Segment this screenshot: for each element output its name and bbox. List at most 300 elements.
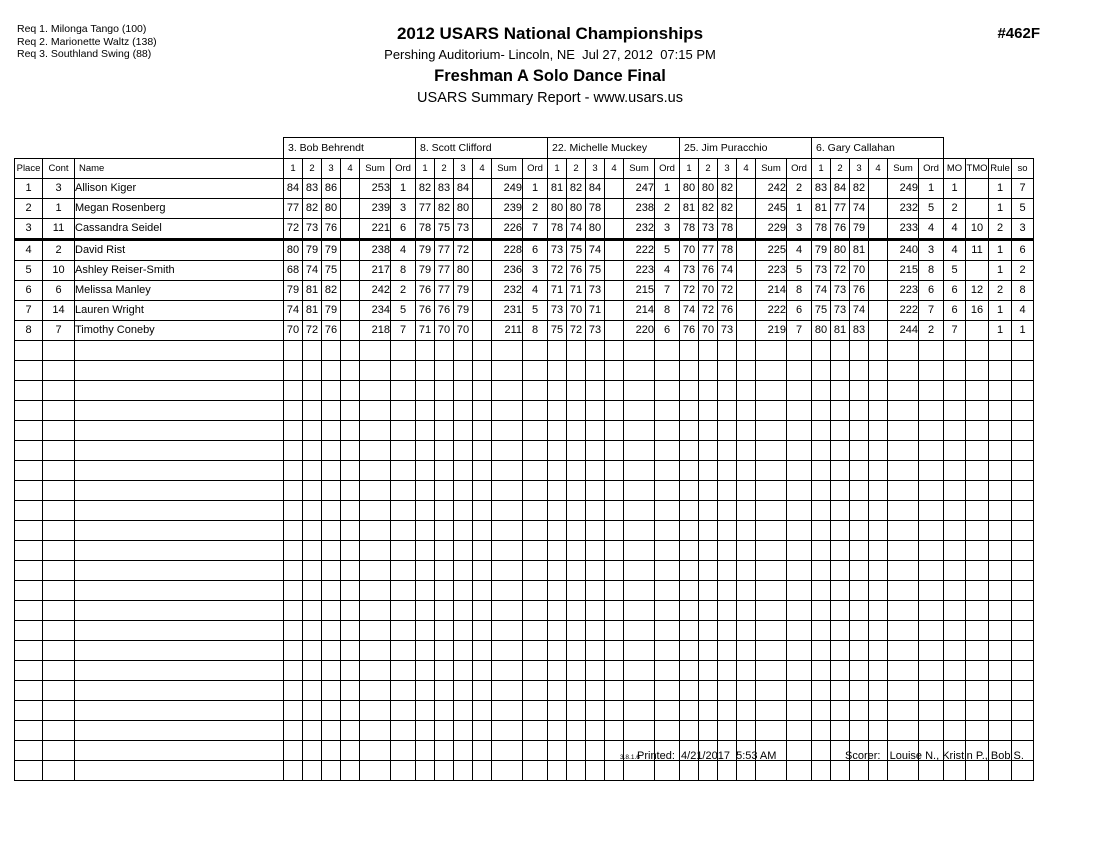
cont-cell — [43, 761, 75, 781]
ord-cell-j2 — [523, 741, 548, 761]
sum-cell-j3 — [624, 581, 655, 601]
score-cell-j3-d4 — [605, 441, 624, 461]
score-cell-j1-d3 — [322, 601, 341, 621]
score-cell-j5-d4 — [869, 601, 888, 621]
rule-cell — [989, 381, 1012, 401]
score-cell-j2-d3 — [454, 501, 473, 521]
score-cell-j5-d4 — [869, 461, 888, 481]
score-cell-j3-d3 — [586, 361, 605, 381]
event-title: Freshman A Solo Dance Final — [434, 67, 666, 85]
sum-cell-j3 — [624, 721, 655, 741]
ord-cell-j1 — [391, 681, 416, 701]
so-cell — [1012, 581, 1034, 601]
col-header-judge5-2: 2 — [831, 159, 850, 179]
col-header-judge4-ord: Ord — [787, 159, 812, 179]
score-cell-j5-d1: 80 — [812, 321, 831, 341]
judge-row-left-spacer — [15, 138, 284, 159]
score-cell-j4-d1 — [680, 761, 699, 781]
score-cell-j4-d3 — [718, 441, 737, 461]
score-cell-j2-d1 — [416, 761, 435, 781]
score-cell-j1-d2 — [303, 421, 322, 441]
score-cell-j4-d4 — [737, 361, 756, 381]
score-cell-j4-d4 — [737, 219, 756, 240]
name-cell — [75, 341, 284, 361]
ord-cell-j2 — [523, 381, 548, 401]
score-cell-j4-d2 — [699, 521, 718, 541]
score-cell-j4-d2 — [699, 441, 718, 461]
rule-cell — [989, 721, 1012, 741]
score-cell-j5-d2: 76 — [831, 219, 850, 240]
place-cell: 6 — [15, 281, 43, 301]
score-cell-j2-d3: 79 — [454, 301, 473, 321]
score-cell-j2-d1 — [416, 661, 435, 681]
name-cell: David Rist — [75, 240, 284, 261]
score-cell-j5-d1 — [812, 421, 831, 441]
score-cell-j3-d2: 72 — [567, 321, 586, 341]
ord-cell-j3 — [655, 441, 680, 461]
score-cell-j2-d3 — [454, 641, 473, 661]
score-cell-j5-d1 — [812, 741, 831, 761]
ord-cell-j5 — [919, 641, 944, 661]
score-cell-j4-d3: 82 — [718, 179, 737, 199]
score-cell-j5-d2 — [831, 601, 850, 621]
score-cell-j1-d1 — [284, 481, 303, 501]
score-cell-j4-d1: 72 — [680, 281, 699, 301]
score-cell-j5-d4 — [869, 761, 888, 781]
cont-cell — [43, 621, 75, 641]
score-cell-j1-d3 — [322, 581, 341, 601]
empty-row — [15, 441, 1034, 461]
score-cell-j2-d2 — [435, 361, 454, 381]
cont-cell — [43, 561, 75, 581]
score-cell-j3-d2 — [567, 421, 586, 441]
score-cell-j5-d3 — [850, 601, 869, 621]
score-cell-j3-d2 — [567, 621, 586, 641]
score-cell-j1-d4 — [341, 301, 360, 321]
cont-cell: 2 — [43, 240, 75, 261]
ord-cell-j5 — [919, 761, 944, 781]
rule-cell — [989, 421, 1012, 441]
cont-cell — [43, 381, 75, 401]
score-cell-j1-d3: 79 — [322, 240, 341, 261]
sum-cell-j1 — [360, 541, 391, 561]
score-cell-j3-d3 — [586, 661, 605, 681]
score-cell-j5-d2 — [831, 661, 850, 681]
col-header-tmo: TMO — [966, 159, 989, 179]
score-cell-j5-d4 — [869, 701, 888, 721]
so-cell — [1012, 441, 1034, 461]
score-cell-j1-d2 — [303, 721, 322, 741]
score-cell-j2-d1: 76 — [416, 281, 435, 301]
rule-cell — [989, 761, 1012, 781]
so-cell: 6 — [1012, 240, 1034, 261]
score-cell-j1-d2 — [303, 441, 322, 461]
competitor-row — [15, 219, 1034, 240]
sum-cell-j4 — [756, 701, 787, 721]
competitor-row — [15, 261, 1034, 281]
score-cell-j3-d1 — [548, 381, 567, 401]
sum-cell-j4 — [756, 421, 787, 441]
score-cell-j2-d1 — [416, 561, 435, 581]
ord-cell-j1 — [391, 381, 416, 401]
score-cell-j1-d2 — [303, 341, 322, 361]
score-cell-j4-d1 — [680, 681, 699, 701]
cont-cell: 7 — [43, 321, 75, 341]
name-cell: Timothy Coneby — [75, 321, 284, 341]
score-cell-j4-d2 — [699, 581, 718, 601]
score-cell-j1-d2: 81 — [303, 281, 322, 301]
score-cell-j4-d1 — [680, 361, 699, 381]
score-cell-j3-d1: 72 — [548, 261, 567, 281]
empty-row — [15, 581, 1034, 601]
score-cell-j5-d2: 77 — [831, 199, 850, 219]
place-cell — [15, 521, 43, 541]
score-cell-j3-d1 — [548, 521, 567, 541]
sum-cell-j4 — [756, 501, 787, 521]
score-cell-j4-d1: 80 — [680, 179, 699, 199]
cont-cell: 10 — [43, 261, 75, 281]
score-cell-j4-d1 — [680, 601, 699, 621]
score-cell-j3-d2: 71 — [567, 281, 586, 301]
sum-cell-j1 — [360, 421, 391, 441]
name-cell: Cassandra Seidel — [75, 219, 284, 240]
score-cell-j4-d3: 72 — [718, 281, 737, 301]
col-header-judge3-2: 2 — [567, 159, 586, 179]
empty-row — [15, 501, 1034, 521]
score-cell-j1-d2 — [303, 621, 322, 641]
score-cell-j1-d3 — [322, 561, 341, 581]
sum-cell-j1: 217 — [360, 261, 391, 281]
ord-cell-j2: 4 — [523, 281, 548, 301]
empty-row — [15, 641, 1034, 661]
judge-name-3: 22. Michelle Muckey — [548, 138, 680, 159]
place-cell — [15, 741, 43, 761]
ord-cell-j1 — [391, 581, 416, 601]
score-cell-j1-d1 — [284, 621, 303, 641]
mo-cell: 6 — [944, 281, 966, 301]
score-cell-j1-d3 — [322, 501, 341, 521]
ord-cell-j2 — [523, 641, 548, 661]
score-cell-j2-d3 — [454, 761, 473, 781]
score-cell-j5-d2 — [831, 461, 850, 481]
score-cell-j3-d4 — [605, 301, 624, 321]
cont-cell: 11 — [43, 219, 75, 240]
ord-cell-j2 — [523, 361, 548, 381]
score-cell-j1-d1 — [284, 381, 303, 401]
ord-cell-j5: 4 — [919, 219, 944, 240]
tmo-cell — [966, 621, 989, 641]
cont-cell — [43, 481, 75, 501]
score-cell-j1-d4 — [341, 761, 360, 781]
score-cell-j5-d2: 72 — [831, 261, 850, 281]
so-cell — [1012, 461, 1034, 481]
ord-cell-j2 — [523, 521, 548, 541]
ord-cell-j4 — [787, 541, 812, 561]
score-cell-j4-d2 — [699, 601, 718, 621]
score-cell-j4-d2: 77 — [699, 240, 718, 261]
score-cell-j2-d4 — [473, 561, 492, 581]
score-cell-j5-d2 — [831, 641, 850, 661]
ord-cell-j1 — [391, 601, 416, 621]
cont-cell — [43, 461, 75, 481]
score-cell-j2-d3 — [454, 701, 473, 721]
score-cell-j5-d1: 79 — [812, 240, 831, 261]
score-cell-j2-d1 — [416, 381, 435, 401]
sum-cell-j1: 238 — [360, 240, 391, 261]
empty-row — [15, 461, 1034, 481]
ord-cell-j3 — [655, 361, 680, 381]
score-cell-j5-d3 — [850, 441, 869, 461]
score-cell-j1-d3 — [322, 641, 341, 661]
score-cell-j1-d3 — [322, 361, 341, 381]
sum-cell-j2 — [492, 741, 523, 761]
mo-cell — [944, 341, 966, 361]
cont-cell — [43, 721, 75, 741]
score-cell-j3-d2: 74 — [567, 219, 586, 240]
score-cell-j3-d4 — [605, 421, 624, 441]
score-cell-j4-d3: 78 — [718, 240, 737, 261]
ord-cell-j2 — [523, 701, 548, 721]
score-cell-j3-d2 — [567, 501, 586, 521]
score-cell-j4-d2 — [699, 721, 718, 741]
score-cell-j3-d1: 73 — [548, 240, 567, 261]
mo-cell — [944, 761, 966, 781]
sum-cell-j5: 232 — [888, 199, 919, 219]
empty-row — [15, 761, 1034, 781]
score-cell-j5-d2 — [831, 581, 850, 601]
tmo-cell — [966, 421, 989, 441]
score-cell-j1-d1: 70 — [284, 321, 303, 341]
score-cell-j2-d4 — [473, 199, 492, 219]
sum-cell-j2 — [492, 601, 523, 621]
mo-cell — [944, 561, 966, 581]
score-cell-j1-d2: 83 — [303, 179, 322, 199]
score-cell-j3-d3 — [586, 641, 605, 661]
name-cell — [75, 641, 284, 661]
score-cell-j4-d1 — [680, 401, 699, 421]
ord-cell-j1 — [391, 721, 416, 741]
score-cell-j1-d2 — [303, 481, 322, 501]
score-cell-j5-d1 — [812, 441, 831, 461]
tmo-cell: 12 — [966, 281, 989, 301]
sum-cell-j5 — [888, 361, 919, 381]
score-cell-j4-d1 — [680, 641, 699, 661]
score-cell-j2-d2 — [435, 481, 454, 501]
score-cell-j3-d4 — [605, 701, 624, 721]
score-cell-j5-d2: 81 — [831, 321, 850, 341]
score-cell-j5-d1: 74 — [812, 281, 831, 301]
score-cell-j2-d1: 79 — [416, 240, 435, 261]
score-cell-j5-d3 — [850, 461, 869, 481]
place-cell — [15, 421, 43, 441]
competitor-row — [15, 179, 1034, 199]
empty-row — [15, 621, 1034, 641]
sum-cell-j4 — [756, 721, 787, 741]
score-cell-j3-d1 — [548, 761, 567, 781]
place-cell — [15, 501, 43, 521]
score-cell-j5-d3: 81 — [850, 240, 869, 261]
score-cell-j1-d4 — [341, 361, 360, 381]
ord-cell-j1 — [391, 661, 416, 681]
judge-name-1: 3. Bob Behrendt — [284, 138, 416, 159]
score-cell-j4-d2 — [699, 341, 718, 361]
place-cell — [15, 381, 43, 401]
score-cell-j1-d1 — [284, 601, 303, 621]
score-cell-j1-d4 — [341, 681, 360, 701]
score-cell-j4-d3 — [718, 561, 737, 581]
score-cell-j2-d2 — [435, 541, 454, 561]
ord-cell-j3 — [655, 381, 680, 401]
sum-cell-j5 — [888, 461, 919, 481]
tmo-cell: 16 — [966, 301, 989, 321]
score-cell-j3-d2 — [567, 541, 586, 561]
score-cell-j1-d2: 73 — [303, 219, 322, 240]
score-cell-j5-d1: 83 — [812, 179, 831, 199]
score-cell-j1-d3 — [322, 461, 341, 481]
ord-cell-j3 — [655, 501, 680, 521]
empty-row — [15, 361, 1034, 381]
col-header-judge2-2: 2 — [435, 159, 454, 179]
name-cell — [75, 441, 284, 461]
score-cell-j5-d1 — [812, 661, 831, 681]
sum-cell-j1 — [360, 501, 391, 521]
score-cell-j3-d3 — [586, 681, 605, 701]
score-cell-j5-d4 — [869, 281, 888, 301]
score-cell-j3-d3: 74 — [586, 240, 605, 261]
name-cell — [75, 601, 284, 621]
competitor-row — [15, 301, 1034, 321]
ord-cell-j5 — [919, 541, 944, 561]
ord-cell-j3 — [655, 341, 680, 361]
score-cell-j3-d4 — [605, 240, 624, 261]
score-cell-j2-d2 — [435, 661, 454, 681]
sum-cell-j4 — [756, 661, 787, 681]
score-cell-j3-d4 — [605, 601, 624, 621]
place-cell: 2 — [15, 199, 43, 219]
so-cell — [1012, 501, 1034, 521]
score-cell-j1-d3 — [322, 681, 341, 701]
score-cell-j2-d3 — [454, 581, 473, 601]
score-cell-j4-d1: 81 — [680, 199, 699, 219]
so-cell — [1012, 421, 1034, 441]
so-cell — [1012, 401, 1034, 421]
score-cell-j2-d2 — [435, 741, 454, 761]
cont-cell — [43, 581, 75, 601]
ord-cell-j4 — [787, 521, 812, 541]
printed-timestamp: Printed: 4/21/2017 5:53 AM — [637, 750, 777, 762]
ord-cell-j4: 8 — [787, 281, 812, 301]
sum-cell-j2 — [492, 681, 523, 701]
ord-cell-j4 — [787, 601, 812, 621]
ord-cell-j1 — [391, 401, 416, 421]
score-cell-j2-d2 — [435, 621, 454, 641]
tmo-cell — [966, 581, 989, 601]
score-cell-j3-d3: 71 — [586, 301, 605, 321]
tmo-cell — [966, 341, 989, 361]
score-cell-j2-d4 — [473, 421, 492, 441]
rule-cell — [989, 581, 1012, 601]
ord-cell-j2 — [523, 441, 548, 461]
score-cell-j4-d4 — [737, 281, 756, 301]
score-cell-j3-d3 — [586, 581, 605, 601]
rule-cell — [989, 601, 1012, 621]
sum-cell-j3 — [624, 401, 655, 421]
sum-cell-j1 — [360, 601, 391, 621]
sum-cell-j1 — [360, 741, 391, 761]
ord-cell-j3 — [655, 521, 680, 541]
sum-cell-j3 — [624, 341, 655, 361]
name-cell — [75, 721, 284, 741]
score-cell-j3-d2 — [567, 521, 586, 541]
score-cell-j5-d4 — [869, 501, 888, 521]
sum-cell-j4 — [756, 561, 787, 581]
rule-cell: 1 — [989, 199, 1012, 219]
score-cell-j5-d4 — [869, 341, 888, 361]
place-cell — [15, 341, 43, 361]
software-version: 3.8.1.6 — [620, 754, 640, 761]
ord-cell-j5 — [919, 581, 944, 601]
score-cell-j2-d4 — [473, 501, 492, 521]
score-cell-j4-d2 — [699, 681, 718, 701]
rule-cell: 2 — [989, 281, 1012, 301]
name-cell — [75, 401, 284, 421]
ord-cell-j2: 2 — [523, 199, 548, 219]
sum-cell-j2: 211 — [492, 321, 523, 341]
col-header-rule: Rule — [989, 159, 1012, 179]
ord-cell-j5 — [919, 601, 944, 621]
sum-cell-j1 — [360, 641, 391, 661]
sum-cell-j5 — [888, 721, 919, 741]
score-cell-j5-d4 — [869, 641, 888, 661]
cont-cell — [43, 401, 75, 421]
score-cell-j3-d2 — [567, 401, 586, 421]
score-cell-j1-d2 — [303, 461, 322, 481]
col-header-judge3-4: 4 — [605, 159, 624, 179]
score-cell-j4-d4 — [737, 501, 756, 521]
ord-cell-j5 — [919, 621, 944, 641]
ord-cell-j1: 6 — [391, 219, 416, 240]
judge-name-2: 8. Scott Clifford — [416, 138, 548, 159]
score-cell-j2-d1 — [416, 741, 435, 761]
cont-cell — [43, 421, 75, 441]
score-cell-j2-d3: 79 — [454, 281, 473, 301]
score-cell-j1-d2 — [303, 741, 322, 761]
score-cell-j3-d2: 76 — [567, 261, 586, 281]
ord-cell-j2 — [523, 401, 548, 421]
sum-cell-j5 — [888, 661, 919, 681]
score-cell-j2-d3: 80 — [454, 261, 473, 281]
ord-cell-j5 — [919, 721, 944, 741]
ord-cell-j1 — [391, 461, 416, 481]
score-cell-j2-d2: 75 — [435, 219, 454, 240]
score-cell-j1-d4 — [341, 401, 360, 421]
mo-cell: 1 — [944, 179, 966, 199]
score-cell-j1-d2 — [303, 641, 322, 661]
ord-cell-j4 — [787, 641, 812, 661]
competitor-row — [15, 199, 1034, 219]
score-cell-j3-d2 — [567, 721, 586, 741]
score-cell-j5-d2: 73 — [831, 301, 850, 321]
col-header-judge3-ord: Ord — [655, 159, 680, 179]
score-cell-j3-d4 — [605, 521, 624, 541]
sum-cell-j4 — [756, 581, 787, 601]
ord-cell-j4: 5 — [787, 261, 812, 281]
score-cell-j1-d2: 74 — [303, 261, 322, 281]
name-cell — [75, 421, 284, 441]
score-cell-j3-d2 — [567, 361, 586, 381]
score-cell-j2-d1 — [416, 401, 435, 421]
score-cell-j2-d4 — [473, 401, 492, 421]
